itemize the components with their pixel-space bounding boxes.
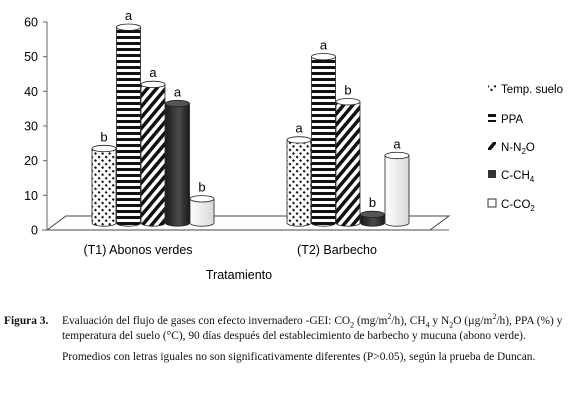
bar-t2-s1-body <box>287 140 311 226</box>
letter-t1-s4: a <box>173 84 182 100</box>
bar-t1-s5-cap <box>190 196 214 202</box>
bar-t2-s1 <box>287 137 311 227</box>
bars <box>92 24 409 226</box>
x-tick-label-t1: (T1) Abonos verdes <box>83 243 193 257</box>
bar-t2-s2-cap <box>312 53 336 59</box>
legend-item-temp <box>488 84 563 96</box>
letter-t1-s3: a <box>149 65 157 81</box>
legend-label-ch4: $C-CH_4$ <box>501 170 535 184</box>
bar-t1-s5 <box>190 196 214 227</box>
bar-t2-s2-body <box>312 57 336 227</box>
y-tick-label-0: 0 <box>31 223 38 238</box>
letter-t2-s2: a <box>319 37 328 53</box>
y-tick-label-50: 50 <box>24 50 38 65</box>
bar-t2-s3-cap <box>336 99 360 105</box>
legend-item-n2o <box>488 142 535 156</box>
x-tick-label-t2: (T2) Barbecho <box>297 243 377 257</box>
bar-t1-s1 <box>92 145 116 226</box>
bar-t1-s3 <box>141 81 165 226</box>
bar-t1-s2-body <box>117 27 141 226</box>
letter-t2-s5: a <box>393 136 401 152</box>
y-tick-label-60: 60 <box>24 15 38 30</box>
bar-t2-s2 <box>312 53 336 226</box>
bar-t1-s3-body <box>141 84 165 226</box>
legend-label-n2o: $N-N_2O$ <box>501 142 535 156</box>
letter-t2-s3: b <box>344 82 352 98</box>
bar-t2-s3 <box>336 99 360 227</box>
legend-item-ch4 <box>488 170 535 184</box>
bar-t1-s2-cap <box>117 24 141 30</box>
bar-t1-s4-body <box>166 103 190 226</box>
figure-caption <box>4 314 576 365</box>
legend-swatch-co2 <box>488 199 496 207</box>
letter-t1-s2: a <box>124 8 133 23</box>
legend-swatch-ch4 <box>488 170 496 178</box>
legend-label-ppa: PPA <box>501 114 524 126</box>
bar-t2-s5-cap <box>385 152 409 158</box>
caption-label: Figura 3. <box>4 315 49 327</box>
y-tick-label-30: 30 <box>24 119 38 134</box>
legend-swatch-temp <box>488 84 496 92</box>
caption-paragraph-2: Promedios con letras iguales no son significativamente diferentes (P>0.05), según la prueba de Duncan. <box>62 351 536 363</box>
bar-t2-s5-body <box>385 155 409 226</box>
legend-label-temp: Temp. suelo <box>501 84 564 96</box>
legend-label-co2: $C-CO_2$ <box>501 199 535 213</box>
y-tick-label-40: 40 <box>24 84 38 99</box>
legend-item-ppa <box>488 114 523 126</box>
legend <box>488 84 563 213</box>
caption-paragraph-1: Evaluación del flujo de gases con efecto invernadero -GEI: $CO_2$ $(mg/m^2/h)$, $CH_4$ y $N_2O$ $(\mu g/m^2/h)$, PPA (%) y temperatura del suelo (°C), 90 días después del establecimiento de barbecho y mucuna (abono verde). <box>62 312 563 342</box>
bar-t2-s4 <box>361 211 385 226</box>
letter-t2-s4: b <box>368 195 377 211</box>
letter-t1-s5: b <box>198 179 206 195</box>
bar-t2-s5 <box>385 152 409 226</box>
y-tick-labels <box>24 16 47 238</box>
bar-t2-s3-body <box>336 102 360 226</box>
bar-t1-s4-cap <box>166 100 190 106</box>
legend-swatch-ppa <box>488 114 496 122</box>
bar-t1-s4 <box>166 100 190 226</box>
y-tick-label-10: 10 <box>24 188 38 203</box>
bar-t1-s5-body <box>190 199 214 226</box>
letter-t2-s1: a <box>295 120 303 136</box>
x-axis-title: Tratamiento <box>205 268 273 282</box>
legend-item-co2 <box>488 199 535 213</box>
y-tick-label-20: 20 <box>24 154 38 169</box>
bar-t1-s1-body <box>92 149 116 227</box>
bar-t1-s1-cap <box>92 145 116 151</box>
letter-t1-s1: b <box>100 129 108 145</box>
bar-t1-s3-cap <box>141 81 165 87</box>
legend-swatch-n2o <box>488 142 496 150</box>
bar-t2-s4-cap <box>361 211 385 217</box>
bar-t2-s1-cap <box>287 137 311 143</box>
bar-t1-s2 <box>117 24 141 226</box>
